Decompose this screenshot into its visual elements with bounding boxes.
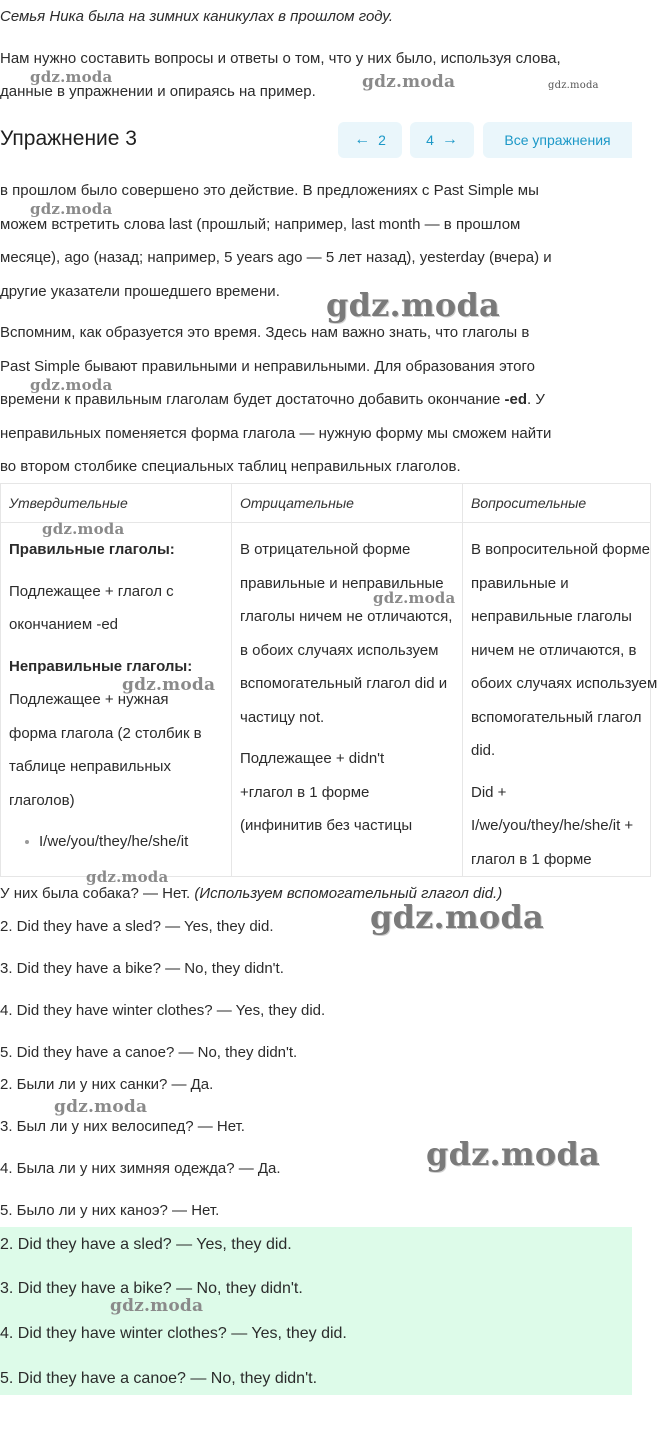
watermark: gdz.moda (54, 1097, 148, 1117)
theory-line: во втором столбике специальных таблиц неправильных глаголов. (0, 458, 461, 475)
english-answer: 4. Did they have winter clothes? — Yes, they did. (0, 1002, 326, 1019)
negative-text-2: Подлежащее + didn't +глагол в 1 форме (инфинитив без частицы (240, 750, 413, 834)
regular-verbs-heading: Правильные глаголы: (9, 541, 175, 558)
grammar-table (0, 483, 658, 877)
table-header-row (1, 484, 651, 523)
prev-exercise-button[interactable] (338, 122, 402, 158)
bullet-icon (25, 840, 29, 844)
theory-line: в прошлом было совершено это действие. В предложениях с Past Simple мы (0, 182, 539, 199)
final-answer: 4. Did they have winter clothes? — Yes, they did. (0, 1325, 347, 1342)
list-item (9, 825, 223, 859)
english-answer: 3. Did they have a bike? — No, they didn't. (0, 960, 284, 977)
theory-line: можем встретить слова last (прошлый; например, last month — в прошлом (0, 216, 521, 233)
final-answer: 2. Did they have a sled? — Yes, they did. (0, 1236, 292, 1253)
theory-line: Вспомним, как образуется это время. Здесь нам важно знать, что глаголы в (0, 324, 530, 341)
watermark: gdz.moda (370, 898, 544, 936)
intro-line-3: данные в упражнении и опираясь на пример. (0, 83, 316, 100)
example-note: (Используем вспомогательный глагол did.) (194, 885, 503, 902)
theory-line: месяце), ago (назад; например, 5 years ago — 5 лет назад), yesterday (вчера) и (0, 249, 552, 266)
pronoun-list: I/we/you/they/he/she/it (39, 833, 189, 850)
all-exercises-label: Все упражнения (504, 132, 611, 148)
russian-answer: 4. Была ли у них зимняя одежда? — Да. (0, 1160, 281, 1177)
next-exercise-label: 4 (426, 132, 434, 148)
watermark: gdz.moda (426, 1135, 600, 1173)
watermark: gdz.moda (362, 72, 456, 92)
exercise-title: Упражнение 3 (0, 127, 137, 150)
table-header-affirmative: Утвердительные (1, 484, 232, 523)
watermark: gdz.moda (30, 200, 113, 218)
watermark: gdz.moda (122, 675, 216, 695)
interrogative-cell (463, 523, 658, 877)
arrow-right-icon: → (441, 131, 458, 148)
theory-line: другие указатели прошедшего времени. (0, 283, 280, 300)
watermark: gdz.moda (373, 589, 456, 607)
final-answer: 5. Did they have a canoe? — No, they didn't. (0, 1370, 318, 1387)
next-exercise-button[interactable] (410, 122, 474, 158)
table-row (1, 523, 651, 877)
intro-line-1: Семья Ника была на зимних каникулах в прошлом году. (0, 8, 394, 25)
arrow-left-icon: ← (354, 131, 371, 148)
prev-exercise-label: 2 (378, 132, 386, 148)
final-answer: 3. Did they have a bike? — No, they didn't. (0, 1280, 303, 1297)
all-exercises-button[interactable] (483, 122, 632, 158)
regular-verbs-text: Подлежащее + глагол с окончанием -ed (9, 582, 174, 633)
irregular-verbs-text: Подлежащее + нужная форма глагола (2 столбик в таблице неправильных глаголов) (9, 691, 202, 809)
negative-text-1: В отрицательной форме правильные и неправильные глаголы ничем не отличаются, в обоих случаях используем вспомогательный глагол did и частицу not. (240, 541, 453, 726)
watermark: gdz.moda (86, 868, 169, 886)
theory-ed-after: . У (527, 391, 545, 408)
watermark: gdz.moda (30, 68, 113, 86)
watermark: gdz.moda (326, 286, 500, 324)
table-header-negative: Отрицательные (232, 484, 463, 523)
negative-cell (232, 523, 463, 877)
english-answer: 2. Did they have a sled? — Yes, they did. (0, 918, 274, 935)
watermark: gdz.moda (548, 80, 599, 91)
russian-answer: 3. Был ли у них велосипед? — Нет. (0, 1118, 245, 1135)
russian-answer: 2. Были ли у них санки? — Да. (0, 1076, 214, 1093)
watermark: gdz.moda (30, 376, 113, 394)
example-plain: У них была собака? — Нет. (0, 885, 195, 902)
table-header-interrogative: Вопросительные (463, 484, 651, 523)
affirmative-cell (1, 523, 232, 877)
theory-line: неправильных поменяется форма глагола — нужную форму мы сможем найти (0, 425, 552, 442)
theory-ed-bold: -ed (504, 391, 528, 408)
irregular-verbs-heading: Неправильные глаголы: (9, 657, 193, 675)
watermark: gdz.moda (110, 1296, 204, 1316)
intro-line-2: Нам нужно составить вопросы и ответы о том, что у них было, используя слова, (0, 50, 561, 67)
grammar-table-wrapper (0, 483, 658, 878)
russian-answer: 5. Было ли у них каноэ? — Нет. (0, 1202, 220, 1219)
english-answer: 5. Did they have a canoe? — No, they didn't. (0, 1044, 298, 1061)
theory-line: Past Simple бывают правильными и неправильными. Для образования этого (0, 358, 535, 375)
watermark: gdz.moda (42, 520, 125, 538)
theory-ed-before: времени к правильным глаголам будет достаточно добавить окончание (0, 391, 505, 408)
interrogative-text-1: В вопросительной форме правильные и неправильные глаголы ничем не отличаются, в обоих случаях используем вспомогательный глагол did. (471, 541, 658, 759)
interrogative-text-2: Did + I/we/you/they/he/she/it + глагол в 1 форме (471, 783, 634, 868)
